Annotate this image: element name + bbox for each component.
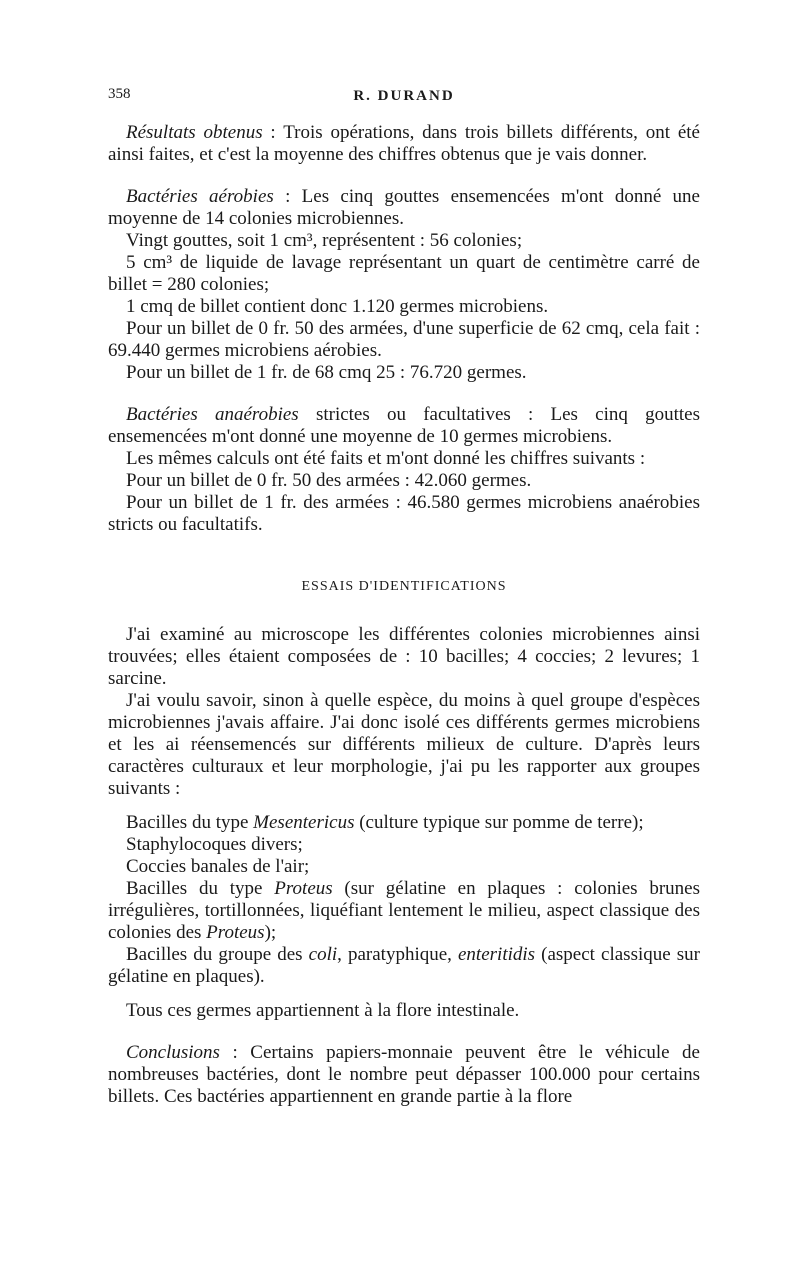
aerobic-label: Bactéries aérobies (126, 186, 274, 207)
running-head: R. DURAND (353, 88, 455, 104)
identification-paragraph: J'ai voulu savoir, sinon à quelle espèce, du moins à quel groupe d'espèces microbiennes j'avais affaire. J'ai donc isolé ces différents germes microbiens et les ai réensemencés sur différents milieux de culture. D'après leurs caractères culturaux et leur morphologie, j'ai pu les rapporter aux groupes suivants : (108, 690, 700, 799)
conclusions-paragraph (108, 1042, 700, 1108)
section-title: ESSAIS D'IDENTIFICATIONS (301, 579, 507, 594)
results-label: Résultats obtenus (126, 122, 263, 143)
identification-paragraph: Tous ces germes appartiennent à la flore intestinale. (126, 1000, 520, 1021)
group-item: Staphylocoques divers; (126, 834, 303, 855)
group-item: Bacilles du type Mesentericus (culture typique sur pomme de terre); (126, 812, 644, 833)
species-name: Proteus (206, 922, 265, 943)
aerobic-line: Vingt gouttes, soit 1 cm³, représentent : 56 colonies; (126, 230, 523, 251)
anaerobic-line: Pour un billet de 1 fr. des armées : 46.580 germes microbiens anaérobies stricts ou facultatifs. (108, 492, 700, 535)
conclusions-label: Conclusions (126, 1042, 220, 1063)
group-item: Coccies banales de l'air; (126, 856, 310, 877)
group-item: Bacilles du type Proteus (sur gélatine en plaques : colonies brunes irrégulières, tortillonnées, liquéfiant lentement le milieu, aspect classique des colonies des Proteus); (108, 878, 700, 943)
identification-paragraph: J'ai examiné au microscope les différentes colonies microbiennes ainsi trouvées; elles étaient composées de : 10 bacilles; 4 coccies; 2 levures; 1 sarcine. (108, 624, 700, 689)
anaerobic-line: Les mêmes calculs ont été faits et m'ont donné les chiffres suivants : (126, 448, 646, 469)
species-name: enteritidis (458, 944, 536, 965)
aerobic-line: 5 cm³ de liquide de lavage représentant un quart de centimètre carré de billet = 280 colonies; (108, 252, 700, 295)
species-name: coli (308, 944, 338, 965)
page-number: 358 (108, 86, 131, 102)
anaerobic-label: Bactéries anaérobies (126, 404, 299, 425)
species-name: Mesentericus (253, 812, 355, 833)
anaerobic-text: strictes ou facultatives : Les cinq gouttes ensemencées m'ont donné une moyenne de 10 germes microbiens. (108, 404, 700, 447)
conclusions-text: : Certains papiers-monnaie peuvent être le véhicule de nombreuses bactéries, dont le nombre peut dépasser 100.000 pour certains billets. Ces bactéries appartiennent en grande partie à la flore (108, 1042, 700, 1107)
aerobic-text: : Les cinq gouttes ensemencées m'ont donné une moyenne de 14 colonies microbiennes. (108, 186, 700, 229)
anaerobic-paragraph (108, 404, 700, 448)
results-paragraph (108, 122, 700, 166)
results-text: : Trois opérations, dans trois billets différents, ont été ainsi faites, et c'est la moyenne des chiffres obtenus que je vais donner. (108, 122, 700, 165)
body-text (108, 122, 700, 1108)
aerobic-line: Pour un billet de 1 fr. de 68 cmq 25 : 76.720 germes. (126, 362, 527, 383)
species-name: Proteus (274, 878, 333, 899)
aerobic-line: 1 cmq de billet contient donc 1.120 germes microbiens. (126, 296, 549, 317)
aerobic-paragraph (108, 186, 700, 230)
page-header (108, 86, 700, 110)
aerobic-line: Pour un billet de 0 fr. 50 des armées, d'une superficie de 62 cmq, cela fait : 69.440 germes microbiens aérobies. (108, 318, 700, 361)
anaerobic-line: Pour un billet de 0 fr. 50 des armées : 42.060 germes. (126, 470, 532, 491)
group-item: Bacilles du groupe des coli, paratyphique, enteritidis (aspect classique sur gélatine en plaques). (108, 944, 700, 987)
